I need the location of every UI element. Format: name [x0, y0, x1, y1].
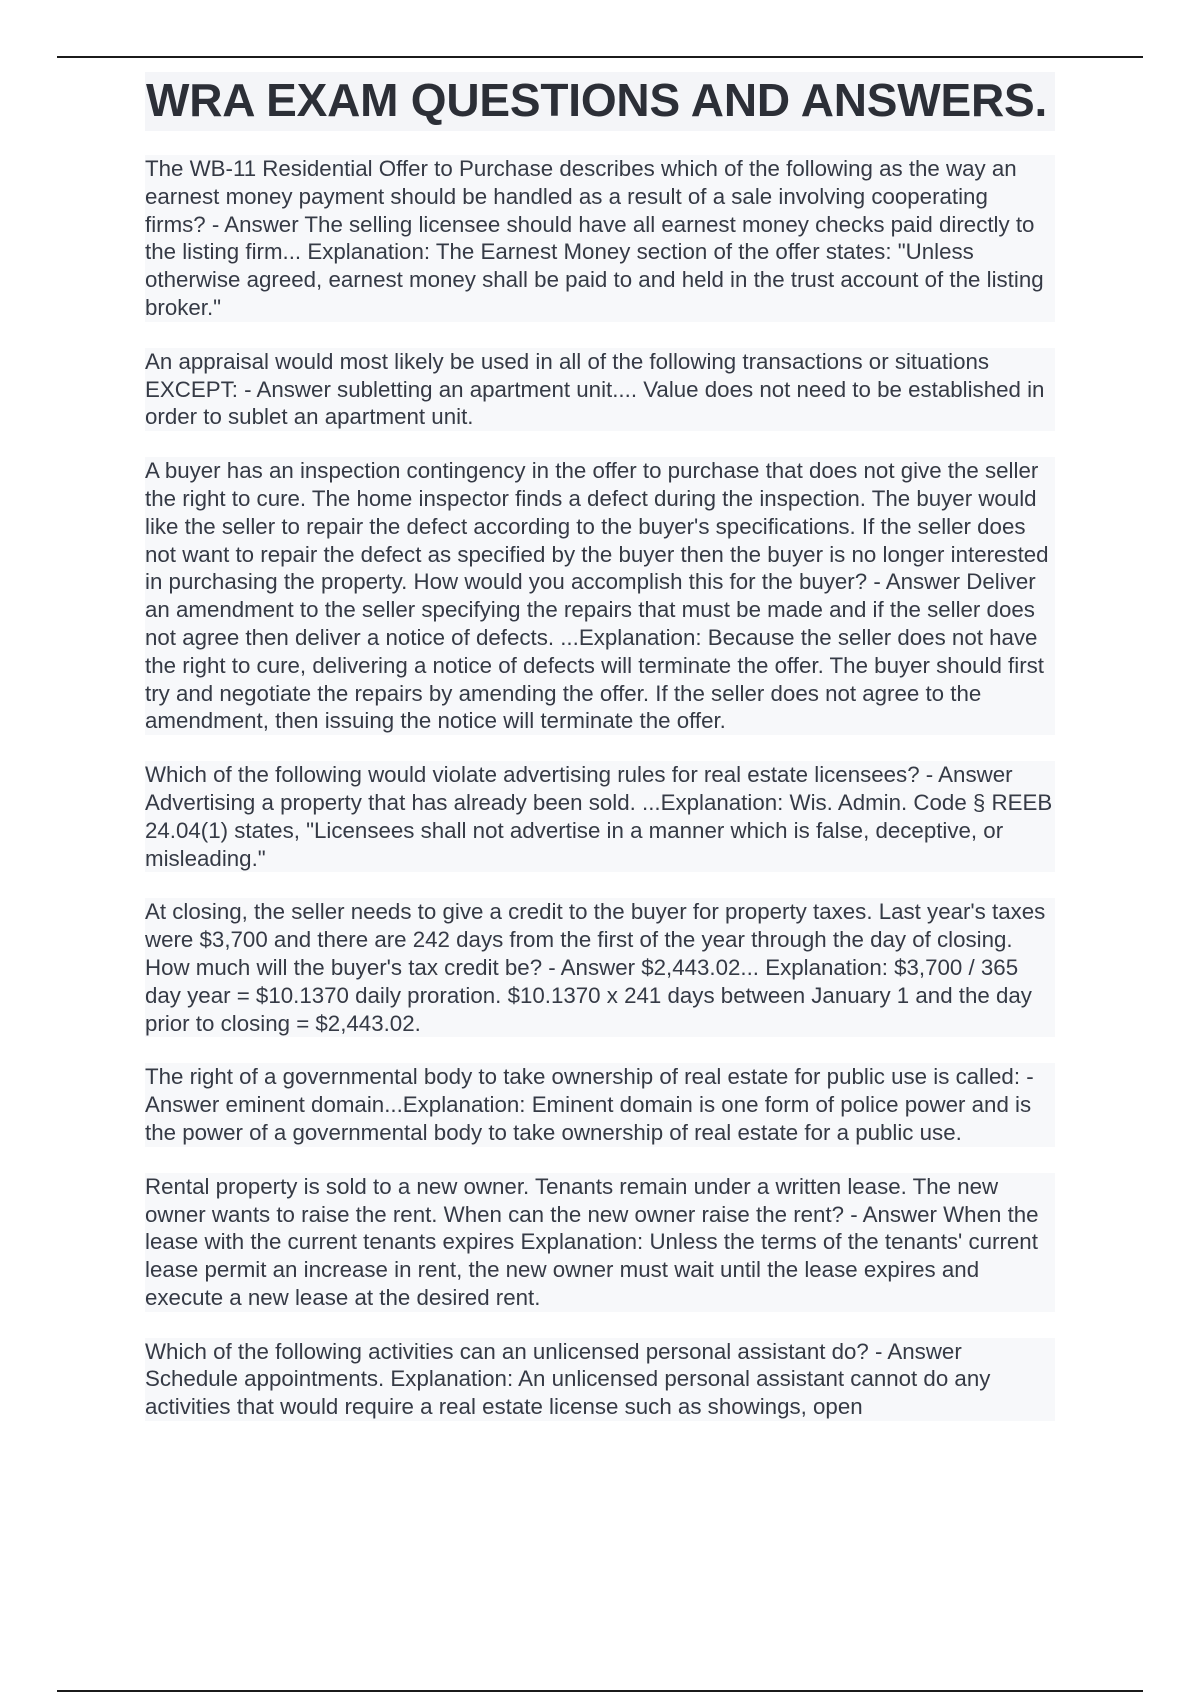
qa-entry-2: An appraisal would most likely be used in all of the following transactions or situations EXCEPT: - Answer subletting an apartment unit.... Value does not need to be established in order to sublet an apartment unit.	[145, 348, 1055, 431]
qa-entry-4: Which of the following would violate advertising rules for real estate licensees? - Answer Advertising a property that has already been sold. ...Explanation: Wis. Admin. Code § REEB 24.04(1) states, "Licensees shall not advertise in a manner which is false, deceptive, or misleading."	[145, 761, 1055, 872]
qa-entry-3: A buyer has an inspection contingency in the offer to purchase that does not give the seller the right to cure. The home inspector finds a defect during the inspection. The buyer would like the seller to repair the defect according to the buyer's specifications. If the seller does not want to repair the defect as specified by the buyer then the buyer is no longer interested in purchasing the property. How would you accomplish this for the buyer? - Answer Deliver an amendment to the seller specifying the repairs that must be made and if the seller does not agree then deliver a notice of defects. ...Explanation: Because the seller does not have the right to cure, delivering a notice of defects will terminate the offer. The buyer should first try and negotiate the repairs by amending the offer. If the seller does not agree to the amendment, then issuing the notice will terminate the offer.	[145, 457, 1055, 735]
qa-entry-5: At closing, the seller needs to give a credit to the buyer for property taxes. Last year's taxes were $3,700 and there are 242 days from the first of the year through the day of closing. How much will the buyer's tax credit be? - Answer $2,443.02... Explanation: $3,700 / 365 day year = $10.1370 daily proration. $10.1370 x 241 days between January 1 and the day prior to closing = $2,443.02.	[145, 898, 1055, 1037]
top-rule	[57, 56, 1143, 58]
qa-entry-6: The right of a governmental body to take ownership of real estate for public use is called: - Answer eminent domain...Explanation: Eminent domain is one form of police power and is the power of a governmental body to take ownership of real estate for a public use.	[145, 1063, 1055, 1146]
qa-entry-1: The WB-11 Residential Offer to Purchase describes which of the following as the way an earnest money payment should be handled as a result of a sale involving cooperating firms? - Answer The selling licensee should have all earnest money checks paid directly to the listing firm... Explanation: The Earnest Money section of the offer states: "Unless otherwise agreed, earnest money shall be paid to and held in the trust account of the listing broker."	[145, 155, 1055, 322]
title-block	[145, 72, 1055, 131]
qa-entry-8: Which of the following activities can an unlicensed personal assistant do? - Answer Schedule appointments. Explanation: An unlicensed personal assistant cannot do any activities that would require a real estate license such as showings, open	[145, 1338, 1055, 1421]
bottom-rule	[57, 1690, 1143, 1692]
document-title: WRA EXAM QUESTIONS AND ANSWERS.	[146, 74, 1048, 126]
document-body	[145, 72, 1055, 1421]
qa-entry-7: Rental property is sold to a new owner. Tenants remain under a written lease. The new owner wants to raise the rent. When can the new owner raise the rent? - Answer When the lease with the current tenants expires Explanation: Unless the terms of the tenants' current lease permit an increase in rent, the new owner must wait until the lease expires and execute a new lease at the desired rent.	[145, 1173, 1055, 1312]
